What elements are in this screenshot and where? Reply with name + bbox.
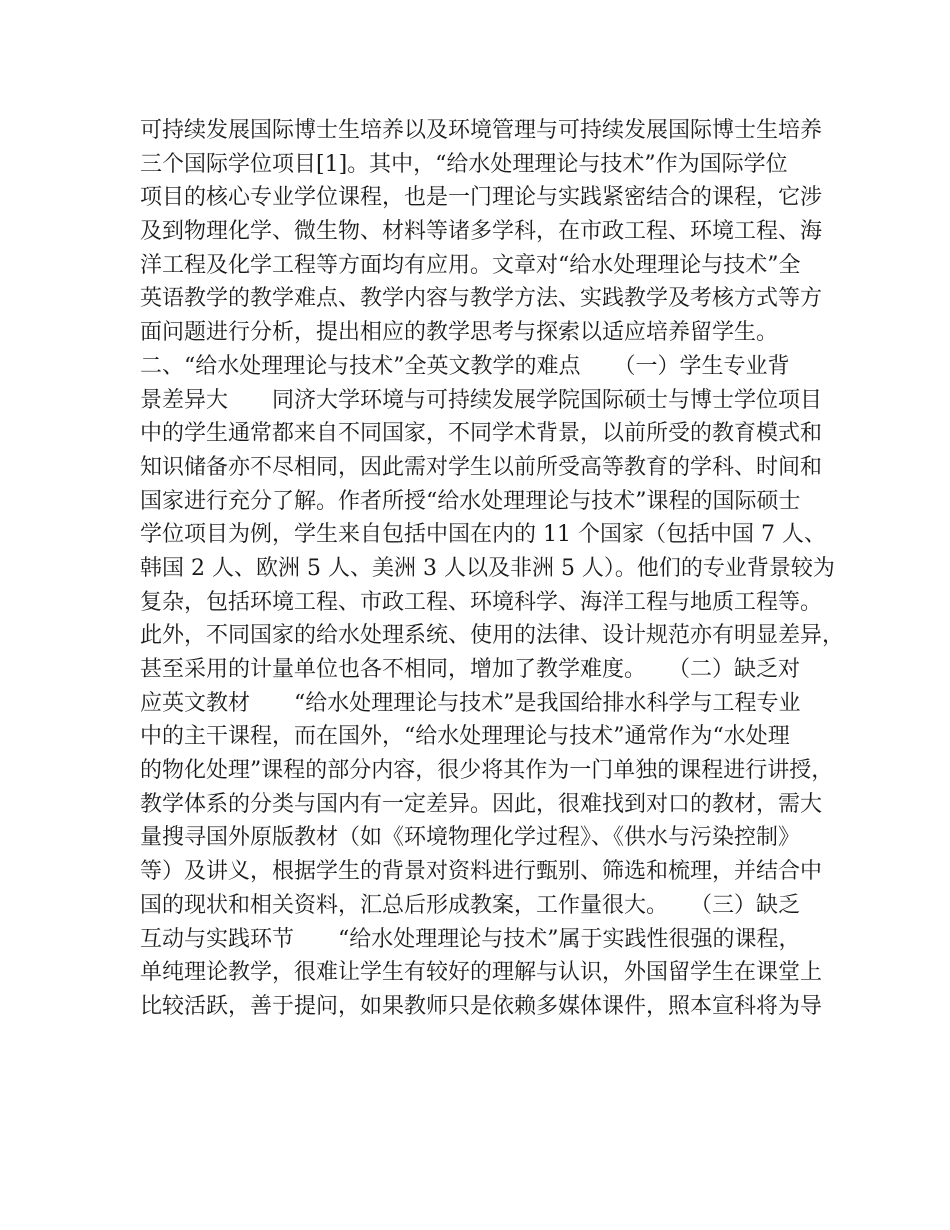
- text-line: 韩国 2 人、欧洲 5 人、美洲 3 人以及非洲 5 人）。他们的专业背景较为: [140, 555, 835, 581]
- text-line: 教学体系的分类与国内有一定差异。因此，很难找到对口的教材，需大: [140, 791, 823, 817]
- text-line: 及到物理化学、微生物、材料等诸多学科，在市政工程、环境工程、海: [140, 219, 823, 245]
- text-line: 甚至采用的计量单位也各不相同，增加了教学难度。 （二）缺乏对: [140, 657, 801, 682]
- body-text: [140, 114, 845, 1024]
- text-line: 单纯理论教学，很难让学生有较好的理解与认识，外国留学生在课堂上: [140, 960, 823, 986]
- text-line: 国家进行充分了解。作者所授“给水处理理论与技术”课程的国际硕士: [140, 488, 801, 514]
- text-line: 比较活跃，善于提问，如果教师只是依赖多媒体课件，照本宣科将为导: [140, 993, 823, 1019]
- text-line: 复杂，包括环境工程、市政工程、环境科学、海洋工程与地质工程等。: [140, 589, 823, 615]
- text-line: 项目的核心专业学位课程，也是一门理论与实践紧密结合的课程，它涉: [140, 185, 823, 211]
- text-line: 中的主干课程，而在国外，“给水处理理论与技术”通常作为“水处理: [140, 724, 790, 750]
- text-line: 三个国际学位项目[1]。其中，“给水处理理论与技术”作为国际学位: [140, 151, 788, 177]
- text-line: 面问题进行分析，提出相应的教学思考与探索以适应培养留学生。: [140, 320, 779, 346]
- text-line: 景差异大 同济大学环境与可持续发展学院国际硕士与博士学位项目: [140, 387, 823, 413]
- text-line: 知识储备亦不尽相同，因此需对学生以前所受高等教育的学科、时间和: [140, 454, 823, 480]
- text-line: 学位项目为例，学生来自包括中国在内的 11 个国家（包括中国 7 人、: [140, 522, 826, 548]
- text-line: 洋工程及化学工程等方面均有应用。文章对“给水处理理论与技术”全: [140, 252, 801, 278]
- text-line: 中的学生通常都来自不同国家，不同学术背景，以前所受的教育模式和: [140, 421, 823, 447]
- text-line: 二、“给水处理理论与技术”全英文教学的难点 （一）学生专业背: [140, 353, 790, 379]
- text-line: 可持续发展国际博士生培养以及环境管理与可持续发展国际博士生培养: [140, 118, 823, 143]
- text-line: 的物化处理”课程的部分内容，很少将其作为一门单独的课程进行讲授，: [140, 758, 834, 784]
- text-line: 量搜寻国外原版教材（如《环境物理化学过程》、《供水与污染控制》: [140, 825, 801, 851]
- text-line: 互动与实践环节 “给水处理理论与技术”属于实践性很强的课程，: [140, 926, 801, 952]
- text-line: 等）及讲义，根据学生的背景对资料进行甄别、筛选和梳理，并结合中: [140, 859, 823, 885]
- text-line: 国的现状和相关资料，汇总后形成教案，工作量很大。 （三）缺乏: [140, 892, 801, 918]
- text-line: 英语教学的教学难点、教学内容与教学方法、实践教学及考核方式等方: [140, 286, 823, 312]
- text-line: 应英文教材 “给水处理理论与技术”是我国给排水科学与工程专业: [140, 690, 801, 716]
- text-line: 此外，不同国家的给水处理系统、使用的法律、设计规范亦有明显差异，: [140, 623, 845, 649]
